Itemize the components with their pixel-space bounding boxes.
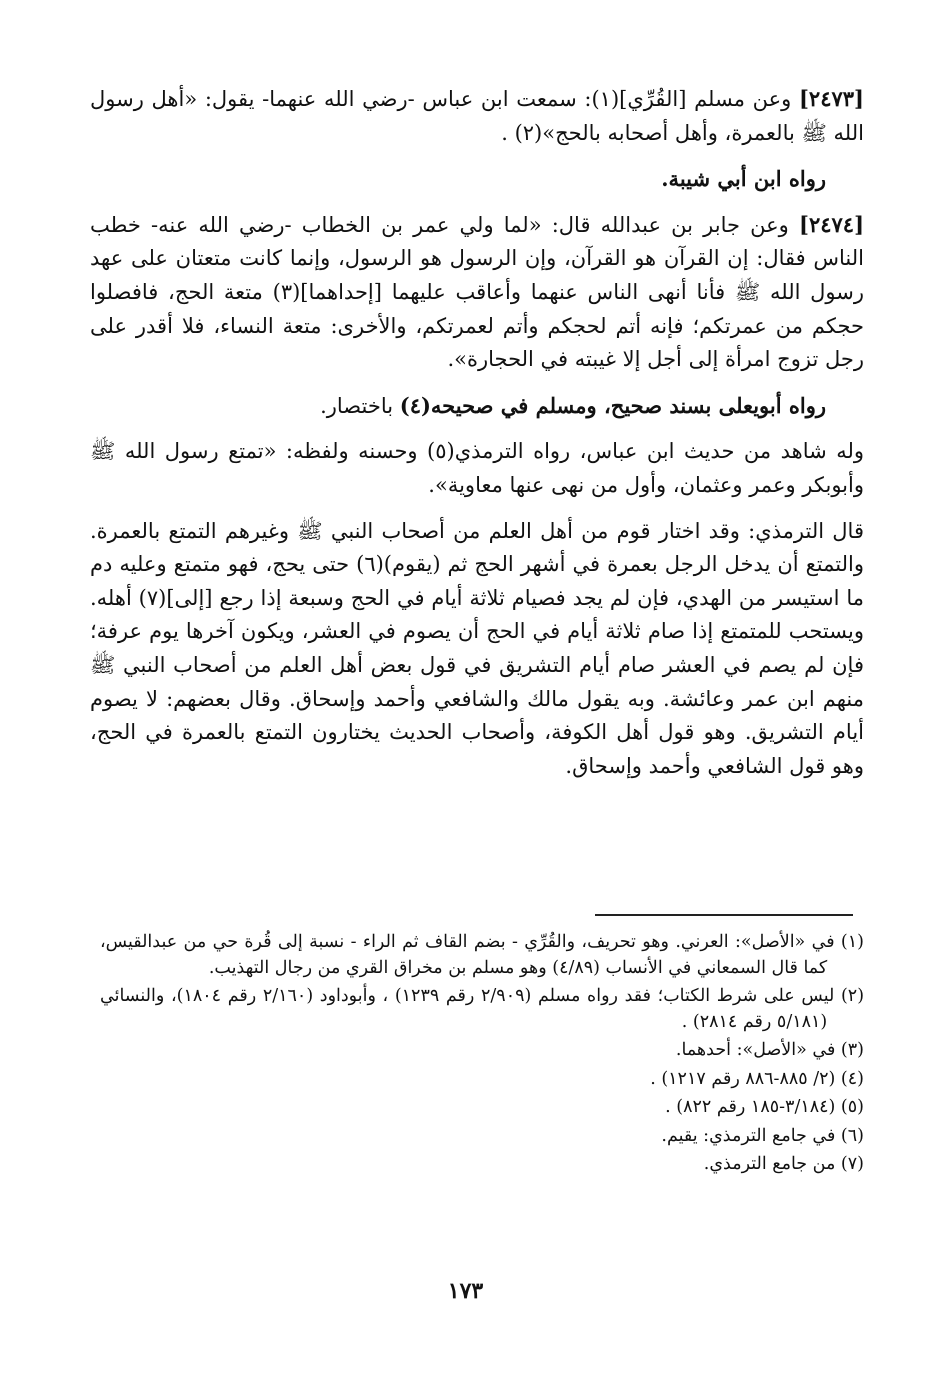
footnotes [100, 930, 864, 1181]
footnote: (٢) ليس على شرط الكتاب؛ فقد رواه مسلم (٢/٩٠٩ رقم ١٢٣٩) ، وأبوداود (٢/١٦٠ رقم ١٨٠٤)، والنسائي (٥/١٨١ رقم ٢٨١٤) . [100, 986, 865, 1032]
hadith-number: [٢٤٧٣] [798, 86, 864, 111]
footnote-divider [595, 914, 853, 916]
footnote: (٣) في «الأصل»: أحدهما. [675, 1040, 864, 1060]
main-text [90, 82, 864, 795]
page-number: ١٧٣ [447, 1278, 484, 1304]
hadith-text: وعن مسلم [القُرِّي](١): سمعت ابن عباس -رضي الله عنهما- يقول: «أهل رسول الله ﷺ بالعمرة، وأهل أصحابه بالحج»(٢) . [90, 87, 864, 145]
footnote: (٤) (٢/ ٨٨٥-٨٨٦ رقم ١٢١٧) . [650, 1068, 864, 1089]
hadith-source: رواه ابن أبي شيبة. [661, 166, 826, 192]
hadith-2474 [90, 208, 864, 377]
footnote: (٧) من جامع الترمذي. [703, 1154, 864, 1174]
hadith-number: [٢٤٧٤] [799, 211, 864, 237]
hadith-text: وعن جابر بن عبدالله قال: «لما ولي عمر بن الخطاب -رضي الله عنه- خطب الناس فقال: إن القرآن هو القرآن، وإن الرسول هو الرسول، وإنما كانت متعتان على عهد رسول الله ﷺ فأنا أنهى الناس عنهما وأعاقب عليهما [إحداهما](٣) متعة الحج، فافصلوا حجكم من عمرتكم؛ فإنه أتم لحجكم وأتم لعمرتكم، والأخرى: متعة النساء، فلا أقدر على رجل تزوج امرأة إلى أجل إلا غيبته في الحجارة». [90, 212, 865, 372]
hadith-2473 [90, 82, 864, 150]
footnote: (١) في «الأصل»: العرني. وهو تحريف، والقُرِّي - بضم القاف ثم الراء - نسبة إلى قُرة حي من عبدالقيس، كما قال السمعاني في الأنساب (٤/٨٩) وهو مسلم بن مخراق القري من رجال التهذيب. [100, 932, 864, 978]
hadith-source [90, 389, 864, 424]
footnote: (٦) في جامع الترمذي: يقيم. [661, 1125, 864, 1146]
source-bold: رواه أبويعلى بسند صحيح، ومسلم في صحيحه(٤) [399, 392, 826, 418]
footnote: (٥) (٣/١٨٤-١٨٥ رقم ٨٢٢) . [665, 1097, 864, 1117]
shahid-paragraph: وله شاهد من حديث ابن عباس، رواه الترمذي(٥) وحسنه ولفظه: «تمتع رسول الله ﷺ وأبوبكر وعمر وعثمان، وأول من نهى عنها معاوية». [90, 439, 864, 497]
tirmidhi-paragraph: قال الترمذي: وقد اختار قوم من أهل العلم من أصحاب النبي ﷺ وغيرهم التمتع بالعمرة. والتمتع أن يدخل الرجل بعمرة في أشهر الحج ثم (يقوم)(٦) حتى يحج، فهو متمتع وعليه دم ما استيسر من الهدي، فإن لم يجد فصيام ثلاثة أيام في الحج وسبعة إذا رجع [إلى](٧) أهله. ويستحب للمتمتع إذا صام ثلاثة أيام في الحج أن يصوم في العشر، ويكون آخرها يوم عرفة؛ فإن لم يصم في العشر صام أيام التشريق في قول بعض أهل العلم من أصحاب النبي ﷺ منهم ابن عمر وعائشة. وبه يقول مالك والشافعي وأحمد وإسحاق. وقال بعضهم: لا يصوم أيام التشريق. وهو قول أهل الكوفة، وأصحاب الحديث يختارون التمتع بالعمرة في الحج، وهو قول الشافعي وأحمد وإسحاق. [90, 518, 864, 778]
source-plain: باختصار. [320, 393, 400, 418]
